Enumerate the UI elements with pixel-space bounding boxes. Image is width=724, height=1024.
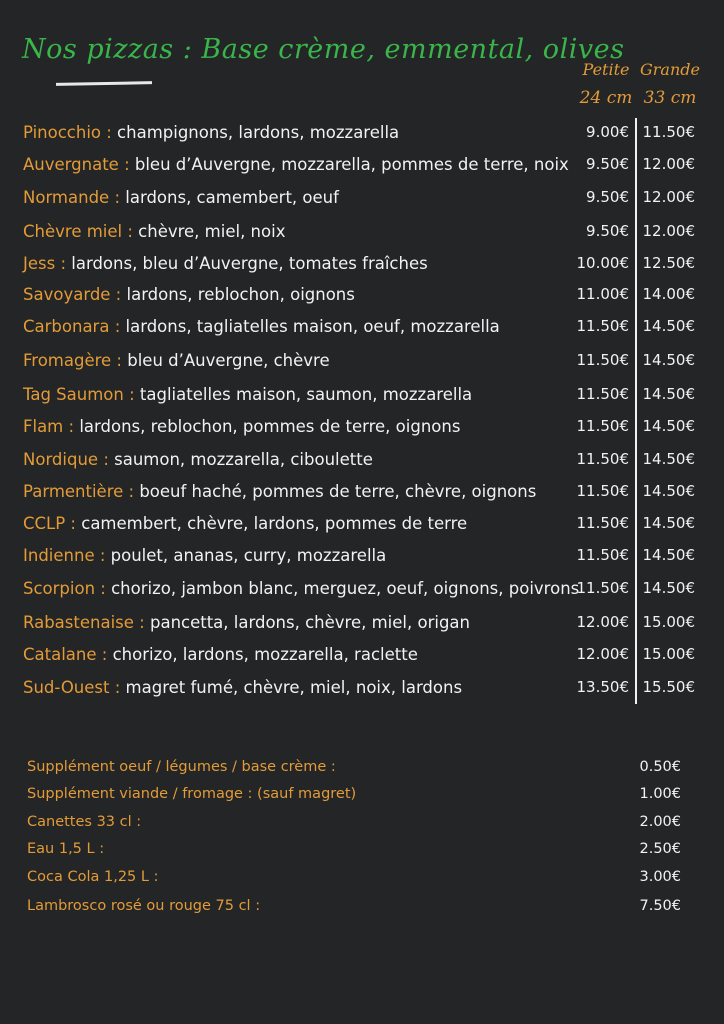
pizza-name: CCLP : bbox=[23, 514, 76, 533]
pizza-ingredients: lardons, camembert, oeuf bbox=[120, 188, 339, 207]
extra-label: Coca Cola 1,25 L : bbox=[27, 869, 159, 885]
extra-label: Supplément oeuf / légumes / base crème : bbox=[27, 759, 336, 775]
pizza-item bbox=[23, 450, 713, 474]
pizza-name: Catalane : bbox=[23, 645, 108, 664]
price-large: 14.50€ bbox=[642, 514, 695, 532]
pizza-item bbox=[23, 351, 713, 375]
price-small: 12.00€ bbox=[576, 613, 629, 631]
pizza-ingredients: chèvre, miel, noix bbox=[132, 222, 286, 241]
title-underline bbox=[56, 81, 152, 86]
extra-label: Eau 1,5 L : bbox=[27, 841, 105, 857]
large-size-dimension: 33 cm bbox=[643, 88, 697, 108]
pizza-ingredients: saumon, mozzarella, ciboulette bbox=[108, 450, 373, 469]
price-small: 11.50€ bbox=[576, 385, 629, 403]
pizza-item bbox=[23, 317, 713, 341]
price-large: 14.50€ bbox=[642, 351, 695, 369]
small-size-dimension: 24 cm bbox=[579, 88, 633, 108]
pizza-ingredients: chorizo, jambon blanc, merguez, oeuf, oignons, poivrons bbox=[105, 579, 580, 598]
pizza-item bbox=[23, 188, 713, 212]
price-large: 12.00€ bbox=[642, 155, 695, 173]
pizza-ingredients: lardons, bleu d’Auvergne, tomates fraîches bbox=[66, 254, 428, 273]
pizza-ingredients: lardons, reblochon, pommes de terre, oignons bbox=[74, 417, 461, 436]
price-small: 11.50€ bbox=[576, 579, 629, 597]
price-large: 14.50€ bbox=[642, 546, 695, 564]
pizza-name: Normande : bbox=[23, 188, 121, 207]
price-large: 12.50€ bbox=[642, 254, 695, 272]
price-large: 14.50€ bbox=[642, 482, 695, 500]
price-small: 11.50€ bbox=[576, 546, 629, 564]
extra-label: Lambrosco rosé ou rouge 75 cl : bbox=[27, 898, 261, 914]
pizza-ingredients: bleu d’Auvergne, mozzarella, pommes de terre, noix bbox=[129, 155, 569, 174]
extra-item bbox=[27, 759, 681, 781]
extra-item bbox=[27, 841, 681, 863]
extra-label: Supplément viande / fromage : (sauf magret) bbox=[27, 786, 357, 802]
extra-item bbox=[27, 786, 681, 808]
pizza-name: Chèvre miel : bbox=[23, 222, 133, 241]
extra-item bbox=[27, 814, 681, 836]
price-small: 11.50€ bbox=[576, 514, 629, 532]
extra-price: 1.00€ bbox=[639, 786, 681, 802]
pizza-name: Pinocchio : bbox=[23, 123, 112, 142]
pizza-item bbox=[23, 645, 713, 669]
extra-item bbox=[27, 869, 681, 891]
price-small: 13.50€ bbox=[576, 678, 629, 696]
price-large: 14.50€ bbox=[642, 579, 695, 597]
extra-price: 2.00€ bbox=[639, 814, 681, 830]
extra-label: Canettes 33 cl : bbox=[27, 814, 142, 830]
menu-title: Nos pizzas : Base crème, emmental, olives bbox=[22, 34, 625, 65]
price-small: 11.00€ bbox=[576, 285, 629, 303]
price-large: 14.50€ bbox=[642, 385, 695, 403]
pizza-ingredients: pancetta, lardons, chèvre, miel, origan bbox=[144, 613, 470, 632]
pizza-name: Nordique : bbox=[23, 450, 109, 469]
price-large: 12.00€ bbox=[642, 222, 695, 240]
pizza-name: Indienne : bbox=[23, 546, 106, 565]
pizza-item bbox=[23, 385, 713, 409]
pizza-name: Tag Saumon : bbox=[23, 385, 135, 404]
pizza-ingredients: lardons, reblochon, oignons bbox=[121, 285, 355, 304]
price-small: 11.50€ bbox=[576, 351, 629, 369]
price-large: 11.50€ bbox=[642, 123, 695, 141]
pizza-item bbox=[23, 678, 713, 702]
pizza-item bbox=[23, 155, 713, 179]
price-small: 9.50€ bbox=[586, 188, 629, 206]
pizza-item bbox=[23, 514, 713, 538]
price-small: 9.50€ bbox=[586, 222, 629, 240]
pizza-ingredients: tagliatelles maison, saumon, mozzarella bbox=[134, 385, 473, 404]
pizza-ingredients: lardons, tagliatelles maison, oeuf, mozzarella bbox=[120, 317, 500, 336]
price-small: 12.00€ bbox=[576, 645, 629, 663]
price-large: 14.50€ bbox=[642, 317, 695, 335]
price-large: 14.00€ bbox=[642, 285, 695, 303]
pizza-item bbox=[23, 222, 713, 246]
extra-price: 2.50€ bbox=[639, 841, 681, 857]
pizza-name: Rabastenaise : bbox=[23, 613, 145, 632]
price-large: 15.50€ bbox=[642, 678, 695, 696]
price-large: 12.00€ bbox=[642, 188, 695, 206]
pizza-item bbox=[23, 285, 713, 309]
pizza-name: Auvergnate : bbox=[23, 155, 130, 174]
pizza-ingredients: chorizo, lardons, mozzarella, raclette bbox=[107, 645, 418, 664]
price-small: 11.50€ bbox=[576, 417, 629, 435]
pizza-ingredients: camembert, chèvre, lardons, pommes de terre bbox=[76, 514, 468, 533]
price-large: 15.00€ bbox=[642, 645, 695, 663]
pizza-ingredients: magret fumé, chèvre, miel, noix, lardons bbox=[120, 678, 463, 697]
price-large: 15.00€ bbox=[642, 613, 695, 631]
pizza-item bbox=[23, 123, 713, 147]
small-size-label: Petite bbox=[582, 60, 630, 79]
large-size-header bbox=[640, 56, 700, 112]
pizza-name: Savoyarde : bbox=[23, 285, 122, 304]
pizza-item bbox=[23, 613, 713, 637]
price-small: 11.50€ bbox=[576, 317, 629, 335]
pizza-item bbox=[23, 254, 713, 278]
price-large: 14.50€ bbox=[642, 417, 695, 435]
pizza-name: Jess : bbox=[23, 254, 67, 273]
extra-price: 0.50€ bbox=[639, 759, 681, 775]
pizza-name: Carbonara : bbox=[23, 317, 121, 336]
price-small: 10.00€ bbox=[576, 254, 629, 272]
pizza-item bbox=[23, 546, 713, 570]
pizza-item bbox=[23, 482, 713, 506]
price-small: 11.50€ bbox=[576, 450, 629, 468]
price-large: 14.50€ bbox=[642, 450, 695, 468]
extra-price: 7.50€ bbox=[639, 898, 681, 914]
pizza-name: Fromagère : bbox=[23, 351, 122, 370]
price-small: 11.50€ bbox=[576, 482, 629, 500]
price-small: 9.00€ bbox=[586, 123, 629, 141]
pizza-name: Parmentière : bbox=[23, 482, 135, 501]
pizza-ingredients: champignons, lardons, mozzarella bbox=[111, 123, 400, 142]
small-size-header bbox=[576, 56, 636, 112]
extra-item bbox=[27, 898, 681, 920]
large-size-label: Grande bbox=[640, 60, 700, 79]
pizza-name: Scorpion : bbox=[23, 579, 106, 598]
pizza-name: Flam : bbox=[23, 417, 75, 436]
pizza-item bbox=[23, 579, 713, 603]
pizza-item bbox=[23, 417, 713, 441]
extra-price: 3.00€ bbox=[639, 869, 681, 885]
pizza-ingredients: bleu d’Auvergne, chèvre bbox=[122, 351, 330, 370]
pizza-name: Sud-Ouest : bbox=[23, 678, 121, 697]
pizza-ingredients: poulet, ananas, curry, mozzarella bbox=[105, 546, 387, 565]
pizza-ingredients: boeuf haché, pommes de terre, chèvre, oignons bbox=[134, 482, 537, 501]
price-small: 9.50€ bbox=[586, 155, 629, 173]
